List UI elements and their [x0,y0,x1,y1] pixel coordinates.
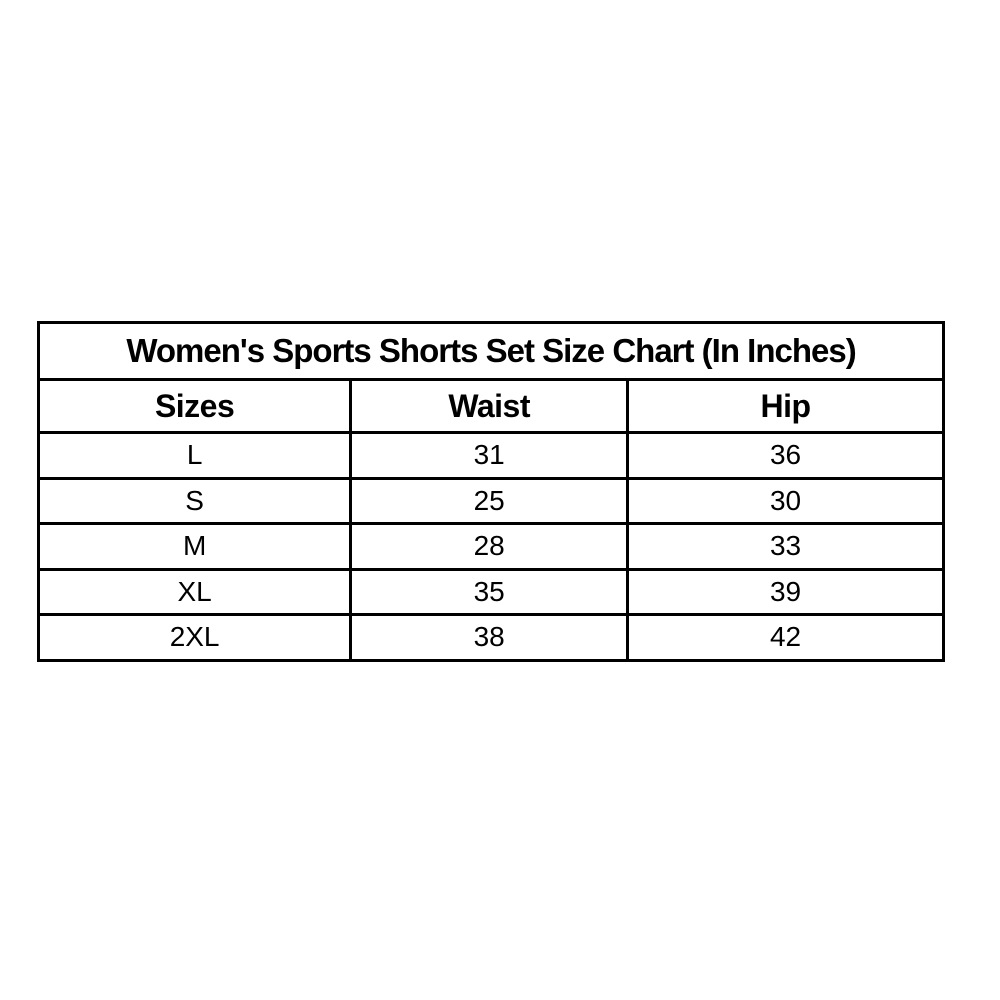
size-cell: XL [39,569,351,615]
table-row [39,433,944,479]
size-cell: 2XL [39,615,351,661]
waist-cell: 31 [351,433,628,479]
waist-cell: 28 [351,524,628,570]
title-row [39,323,944,380]
table-row [39,478,944,524]
column-header-waist: Waist [351,380,628,433]
table-row [39,524,944,570]
table-title: Women's Sports Shorts Set Size Chart (In Inches) [39,323,944,380]
column-header-sizes: Sizes [39,380,351,433]
waist-cell: 35 [351,569,628,615]
size-cell: M [39,524,351,570]
table-row [39,615,944,661]
size-cell: S [39,478,351,524]
hip-cell: 33 [628,524,944,570]
hip-cell: 36 [628,433,944,479]
waist-cell: 38 [351,615,628,661]
waist-cell: 25 [351,478,628,524]
table-row [39,569,944,615]
size-cell: L [39,433,351,479]
column-header-hip: Hip [628,380,944,433]
hip-cell: 39 [628,569,944,615]
hip-cell: 30 [628,478,944,524]
size-chart-table [37,321,945,662]
hip-cell: 42 [628,615,944,661]
header-row [39,380,944,433]
